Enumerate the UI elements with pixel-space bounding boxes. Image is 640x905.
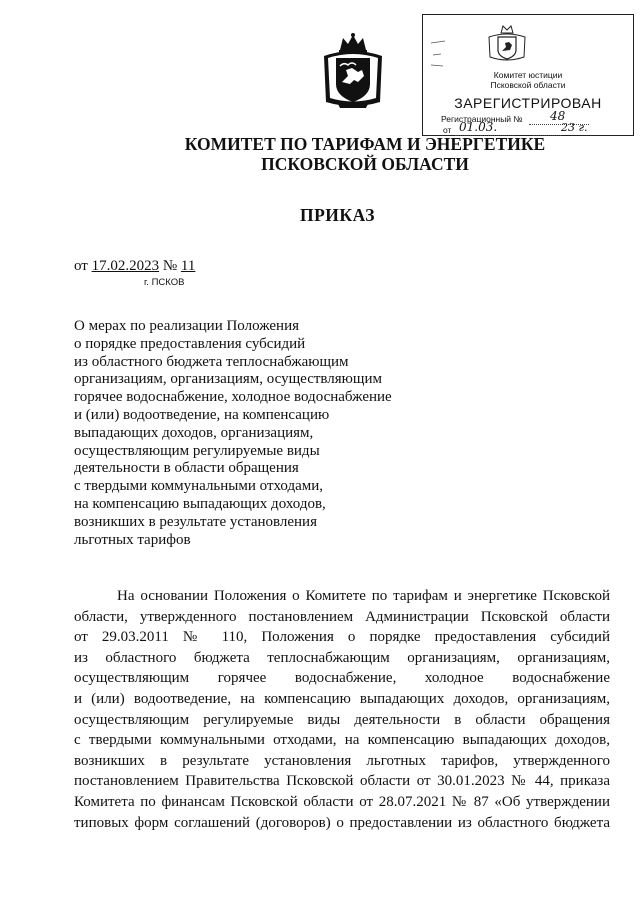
subject-line: О мерах по реализации Положения bbox=[74, 318, 299, 334]
handwritten-marks bbox=[429, 35, 459, 75]
body-line: осуществляющим регулируемые виды деятельности в области обращения bbox=[74, 711, 610, 728]
stamp-date-label: от bbox=[443, 125, 452, 135]
body-line: типовых форм соглашений (договоров) о предоставлении из областного бюджета bbox=[74, 814, 610, 831]
order-date-line bbox=[74, 258, 195, 275]
organization-title-line2: ПСКОВСКОЙ ОБЛАСТИ bbox=[261, 154, 469, 174]
stamp-year-value: 23 г. bbox=[561, 121, 588, 134]
subject-line: льготных тарифов bbox=[74, 531, 191, 548]
body-line: области, утвержденного постановлением Администрации Псковской области bbox=[74, 608, 610, 625]
subject-line: горячее водоснабжение, холодное водоснабжение bbox=[74, 389, 392, 406]
document-type: ПРИКАЗ bbox=[300, 205, 376, 225]
body-line: из областного бюджета теплоснабжающим организациям, организациям, bbox=[74, 649, 610, 666]
order-subject bbox=[74, 318, 414, 549]
organization-title bbox=[130, 134, 600, 174]
organization-title-line1: КОМИТЕТ ПО ТАРИФАМ И ЭНЕРГЕТИКЕ bbox=[184, 134, 546, 154]
coat-of-arms-icon bbox=[318, 32, 388, 110]
body-line: возникших в результате установления льготных тарифов, утвержденного bbox=[74, 752, 610, 769]
body-line: от 29.03.2011 № 110, Положения о порядке предоставления субсидий bbox=[74, 629, 610, 646]
stamp-status: ЗАРЕГИСТРИРОВАН bbox=[454, 95, 602, 111]
number-prefix: № bbox=[159, 258, 181, 274]
subject-line: и (или) водоотведение, на компенсацию bbox=[74, 406, 330, 423]
order-number: 11 bbox=[180, 258, 196, 274]
body-line: с твердыми коммунальными отходами, на компенсацию выпадающих доходов, bbox=[74, 732, 610, 749]
subject-line: возникших в результате установления bbox=[74, 513, 317, 530]
subject-line: организациям, организациям, осуществляющим bbox=[74, 371, 382, 388]
subject-line: из областного бюджета теплоснабжающим bbox=[74, 353, 349, 370]
stamp-org-line1: Комитет юстиции bbox=[493, 70, 563, 80]
order-city: г. ПСКОВ bbox=[144, 277, 185, 288]
registration-stamp bbox=[422, 14, 634, 136]
subject-line: с твердыми коммунальными отходами, bbox=[74, 478, 324, 495]
subject-line: о порядке предоставления субсидий bbox=[74, 335, 306, 352]
order-date: 17.02.2023 bbox=[91, 258, 160, 274]
subject-line: деятельности в области обращения bbox=[74, 460, 299, 477]
body-line: постановлением Правительства Псковской области от 30.01.2023 № 44, приказа bbox=[74, 773, 610, 790]
body-line: и (или) водоотведение, на компенсацию выпадающих доходов, организациям, bbox=[74, 690, 610, 707]
subject-line: выпадающих доходов, организациям, bbox=[74, 424, 314, 441]
date-prefix: от bbox=[74, 258, 92, 274]
subject-line: на компенсацию выпадающих доходов, bbox=[74, 495, 326, 512]
order-body-text bbox=[74, 586, 610, 833]
stamp-date-value: 01.03. bbox=[459, 120, 498, 134]
body-line: Комитета по финансам Псковской области от 28.07.2021 № 87 «Об утверждении bbox=[74, 793, 610, 810]
body-line: осуществляющим горячее водоснабжение, холодное водоснабжение bbox=[74, 670, 610, 687]
subject-line: осуществляющим регулируемые виды bbox=[74, 442, 320, 459]
stamp-emblem-icon bbox=[485, 23, 529, 63]
stamp-regno-label: Регистрационный № bbox=[441, 114, 523, 124]
stamp-org-line2: Псковской области bbox=[490, 80, 566, 90]
body-line: На основании Положения о Комитете по тарифам и энергетике Псковской bbox=[117, 588, 610, 604]
stamp-regno-value: 48 bbox=[550, 109, 566, 123]
